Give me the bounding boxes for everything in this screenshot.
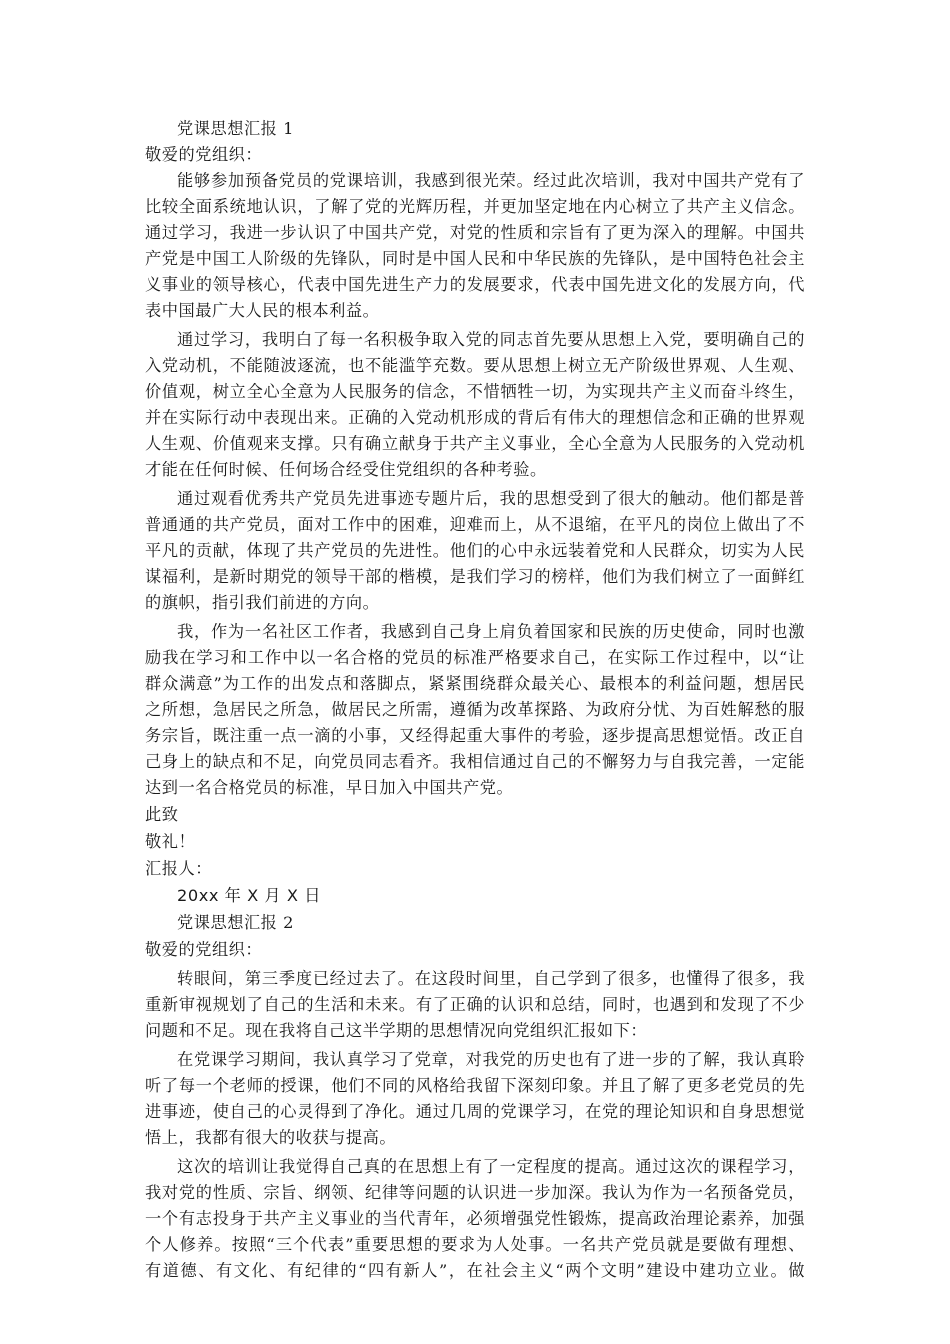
text-line: 平凡的贡献，体现了共产党员的先进性。他们的心中永远装着党和人民群众，切实为人民 [145,541,805,560]
text-line: 谋福利，是新时期党的领导干部的楷模，是我们学习的榜样，他们为我们树立了一面鲜红 [145,567,805,586]
text-line: 能够参加预备党员的党课培训，我感到很光荣。经过此次培训，我对中国共产党有了 [177,171,805,190]
text-line: 重新审视规划了自己的生活和未来。有了正确的认识和总结，同时，也遇到和发现了不少 [145,995,805,1014]
text-line: 达到一名合格党员的标准，早日加入中国共产党。 [145,778,514,797]
report-date: 20xx 年 X 月 X 日 [177,886,321,905]
closing-salute: 敬礼！ [145,832,196,851]
text-line: 价值观，树立全心全意为人民服务的信念，不惜牺牲一切，为实现共产主义而奋斗终生， [145,382,805,401]
text-line: 通过学习，我进一步认识了中国共产党，对党的性质和宗旨有了更为深入的理解。中国共 [145,223,805,242]
report-title-2: 党课思想汇报 2 [177,913,294,932]
text-line: 一个有志投身于共产主义事业的当代青年，必须增强党性锻炼，提高政治理论素养，加强 [145,1209,805,1228]
text-line: 这次的培训让我觉得自己真的在思想上有了一定程度的提高。通过这次的课程学习， [177,1157,805,1176]
text-line: 进事迹，使自己的心灵得到了净化。通过几周的党课学习，在党的理论知识和自身思想觉 [145,1102,805,1121]
text-line: 在党课学习期间，我认真学习了党章，对我党的历史也有了进一步的了解，我认真聆 [177,1050,805,1069]
text-line: 表中国最广大人民的根本利益。 [145,301,380,320]
text-line: 比较全面系统地认识，了解了党的光辉历程，并更加坚定地在内心树立了共产主义信念。 [145,197,805,216]
salutation: 敬爱的党组织： [145,940,263,959]
text-line: 我对党的性质、宗旨、纲领、纪律等问题的认识进一步加深。我认为作为一名预备党员， [145,1183,805,1202]
text-line: 己身上的缺点和不足，向党员同志看齐。我相信通过自己的不懈努力与自我完善，一定能 [145,752,805,771]
text-line: 之所想，急居民之所急，做居民之所需，遵循为改革探路、为政府分忧、为百姓解愁的服 [145,700,805,719]
text-line: 产党是中国工人阶级的先锋队，同时是中国人民和中华民族的先锋队，是中国特色社会主 [145,249,805,268]
text-line: 并在实际行动中表现出来。正确的入党动机形成的背后有伟大的理想信念和正确的世界观 [145,408,805,427]
text-line: 的旗帜，指引我们前进的方向。 [145,593,380,612]
text-line: 入党动机，不能随波逐流，也不能滥竽充数。要从思想上树立无产阶级世界观、人生观、 [145,356,805,375]
closing-phrase: 此致 [145,805,179,824]
text-line: 转眼间，第三季度已经过去了。在这段时间里，自己学到了很多，也懂得了很多，我 [177,969,805,988]
reporter-label: 汇报人： [145,859,212,878]
text-line: 人生观、价值观来支撑。只有确立献身于共产主义事业，全心全意为人民服务的入党动机 [145,434,805,453]
text-line: 通过学习，我明白了每一名积极争取入党的同志首先要从思想上入党，要明确自己的 [177,330,805,349]
report-title-1: 党课思想汇报 1 [177,119,294,138]
text-line: 问题和不足。现在我将自己这半学期的思想情况向党组织汇报如下： [145,1021,648,1040]
text-line: 个人修养。按照“三个代表”重要思想的要求为人处事。一名共产党员就是要做有理想、 [145,1235,805,1254]
text-line: 有道德、有文化、有纪律的“四有新人”，在社会主义“两个文明”建设中建功立业。做 [145,1261,805,1280]
text-line: 义事业的领导核心，代表中国先进生产力的发展要求，代表中国先进文化的发展方向，代 [145,275,805,294]
text-line: 群众满意”为工作的出发点和落脚点，紧紧围绕群众最关心、最根本的利益问题，想居民 [145,674,805,693]
text-line: 悟上，我都有很大的收获与提高。 [145,1128,397,1147]
salutation: 敬爱的党组织： [145,145,263,164]
text-line: 普通通的共产党员，面对工作中的困难，迎难而上，从不退缩，在平凡的岗位上做出了不 [145,515,805,534]
text-line: 我，作为一名社区工作者，我感到自己身上肩负着国家和民族的历史使命，同时也激 [177,622,805,641]
text-line: 通过观看优秀共产党员先进事迹专题片后，我的思想受到了很大的触动。他们都是普 [177,489,805,508]
text-line: 听了每一个老师的授课，他们不同的风格给我留下深刻印象。并且了解了更多老党员的先 [145,1076,805,1095]
text-line: 才能在任何时候、任何场合经受住党组织的各种考验。 [145,460,547,479]
text-line: 务宗旨，既注重一点一滴的小事，又经得起重大事件的考验，逐步提高思想觉悟。改正自 [145,726,805,745]
text-line: 励我在学习和工作中以一名合格的党员的标准严格要求自己，在实际工作过程中，以“让 [145,648,805,667]
